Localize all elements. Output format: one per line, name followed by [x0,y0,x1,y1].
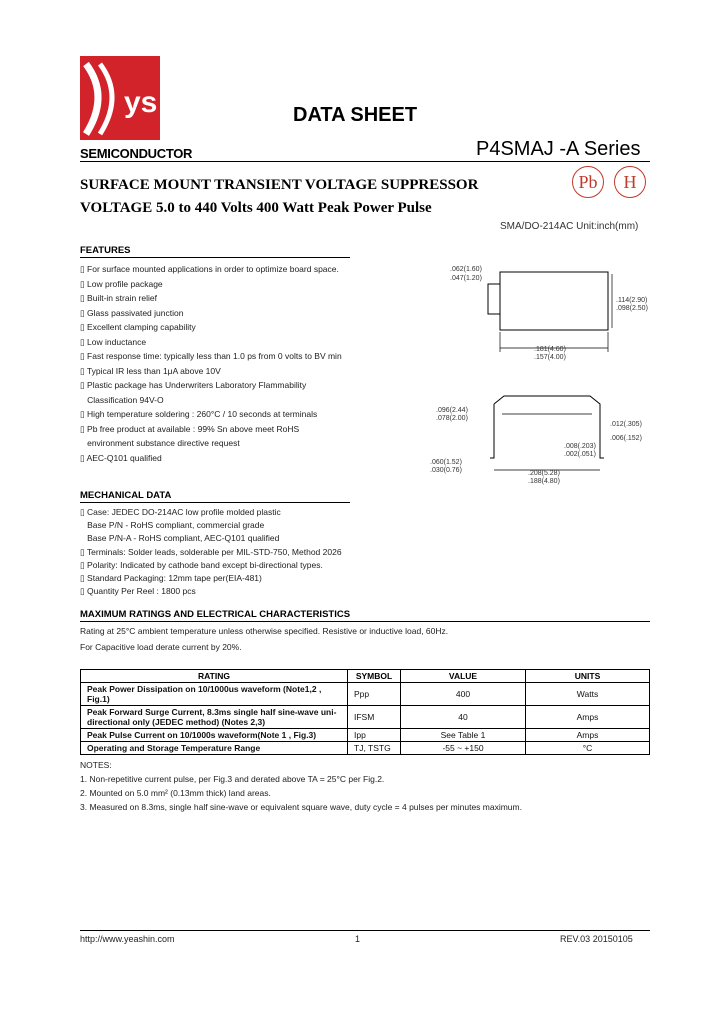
dim-label: .114(2.90) [616,297,648,304]
feature-item: ▯ Plastic package has Underwriters Laboratory Flammability [80,380,307,390]
package-label: SMA/DO-214AC Unit:inch(mm) [500,221,639,232]
table-row: Peak Pulse Current on 10/1000s waveform(Note 1 , Fig.3) Ipp See Table 1 Amps [81,729,650,742]
document-title: DATA SHEET [293,104,418,126]
footer-url[interactable]: http://www.yeashin.com [80,934,175,944]
mechanical-list [80,506,342,598]
dim-label: .157(4.00) [534,354,566,361]
company-logo [80,56,160,140]
dim-label: .060(1.52) [430,459,462,466]
dim-label: .030(0.76) [430,467,462,474]
halogen-free-badge: H [614,166,646,198]
dim-label: .181(4.60) [534,346,566,353]
feature-item: ▯ Low inductance [80,336,147,347]
footer-divider [80,930,650,931]
features-list [80,262,342,465]
dim-label: .008(.203) [564,443,596,450]
mechanical-item: ▯ Standard Packaging: 12mm tape per(EIA-481) [80,573,262,584]
mechanical-heading: MECHANICAL DATA [80,490,172,501]
features-heading: FEATURES [80,245,131,256]
feature-item: ▯ Excellent clamping capability [80,322,196,332]
note-item: 3. Measured on 8.3ms, single half sine-wave or equivalent square wave, duty cycle = 4 pulses per minutes maximum. [80,802,522,812]
table-row: Peak Forward Surge Current, 8.3ms single half sine-wave uni-directional only (JEDEC method) (Notes 2,3) IFSM 40 Amps [81,706,650,729]
mechanical-divider [80,502,350,503]
feature-item: ▯ Built-in strain relief [80,293,157,303]
dim-label: .006(.152) [610,435,642,442]
feature-item: ▯ Low profile package [80,278,163,289]
feature-item: ▯ Typical IR less than 1μA above 10V [80,365,221,376]
mechanical-item: ▯ Terminals: Solder leads, solderable per MIL-STD-750, Method 2026 [80,546,342,557]
feature-item: ▯ Pb free product at available : 99% Sn above meet RoHS [80,423,300,434]
ratings-note-1: Rating at 25°C ambient temperature unless otherwise specified. Resistive or inductive load, 60Hz. [80,626,449,636]
ratings-heading: MAXIMUM RATINGS AND ELECTRICAL CHARACTERISTICS [80,609,351,620]
dim-label: .188(4.80) [528,478,560,485]
dim-label: .012(.305) [610,421,642,428]
lead-left [488,284,500,314]
product-title: SURFACE MOUNT TRANSIENT VOLTAGE SUPPRESSOR [80,177,479,193]
feature-item: ▯ Glass passivated junction [80,307,184,318]
revision: REV.03 20150105 [560,934,633,944]
mechanical-item: ▯ Quantity Per Reel : 1800 pcs [80,586,196,597]
package-outline-diagram [430,260,650,488]
dim-label: .208(5.28) [528,470,560,477]
notes-heading: NOTES: [80,760,112,770]
dim-label: .078(2.00) [436,415,468,422]
mechanical-item: Base P/N - RoHS compliant, commercial grade [87,520,265,531]
page-number: 1 [355,934,361,944]
col-units: UNITS [526,670,650,683]
note-item: 2. Mounted on 5.0 mm² (0.13mm thick) land areas. [80,788,271,798]
feature-item: ▯ AEC-Q101 qualified [80,452,162,463]
dim-label: .047(1.20) [450,275,482,282]
mechanical-item: ▯ Polarity: Indicated by cathode band except bi-directional types. [80,559,323,570]
series-name: P4SMAJ -A Series [476,138,641,160]
ratings-note-2: For Capacitive load derate current by 20%. [80,642,242,652]
ratings-table [80,669,650,755]
header-divider [80,161,650,162]
dim-label: .098(2.50) [616,305,648,312]
dim-label: .002(.051) [564,451,596,458]
mechanical-item: ▯ Case: JEDEC DO-214AC low profile molded plastic [80,507,281,517]
ratings-divider [80,621,650,622]
pb-free-badge: Pb [572,166,604,198]
note-item: 1. Non-repetitive current pulse, per Fig.3 and derated above TA = 25°C per Fig.2. [80,774,385,784]
notes-list [80,772,522,814]
col-value: VALUE [401,670,526,683]
dim-label: .096(2.44) [436,407,468,414]
features-divider [80,257,350,258]
mechanical-item: Base P/N-A - RoHS compliant, AEC-Q101 qualified [87,533,280,544]
table-row: Peak Power Dissipation on 10/1000us waveform (Note1,2 , Fig.1) Ppp 400 Watts [81,683,650,706]
feature-item: ▯ High temperature soldering : 260°C / 10 seconds at terminals [80,409,318,419]
package-body-top [500,272,608,330]
feature-item: Classification 94V-O [87,394,164,405]
col-rating: RATING [81,670,348,683]
logo-text: ys [124,86,158,119]
table-row: Operating and Storage Temperature Range TJ, TSTG -55 ~ +150 °C [81,742,650,755]
product-subtitle: VOLTAGE 5.0 to 440 Volts 400 Watt Peak Power Pulse [80,200,432,216]
table-header-row [81,670,650,683]
feature-item: environment substance directive request [87,438,240,448]
feature-item: ▯ For surface mounted applications in order to optimize board space. [80,264,339,274]
dim-label: .062(1.60) [450,266,482,273]
feature-item: ▯ Fast response time: typically less than 1.0 ps from 0 volts to BV min [80,351,342,361]
brand-name: SEMICONDUCTOR [80,146,193,161]
col-symbol: SYMBOL [348,670,401,683]
